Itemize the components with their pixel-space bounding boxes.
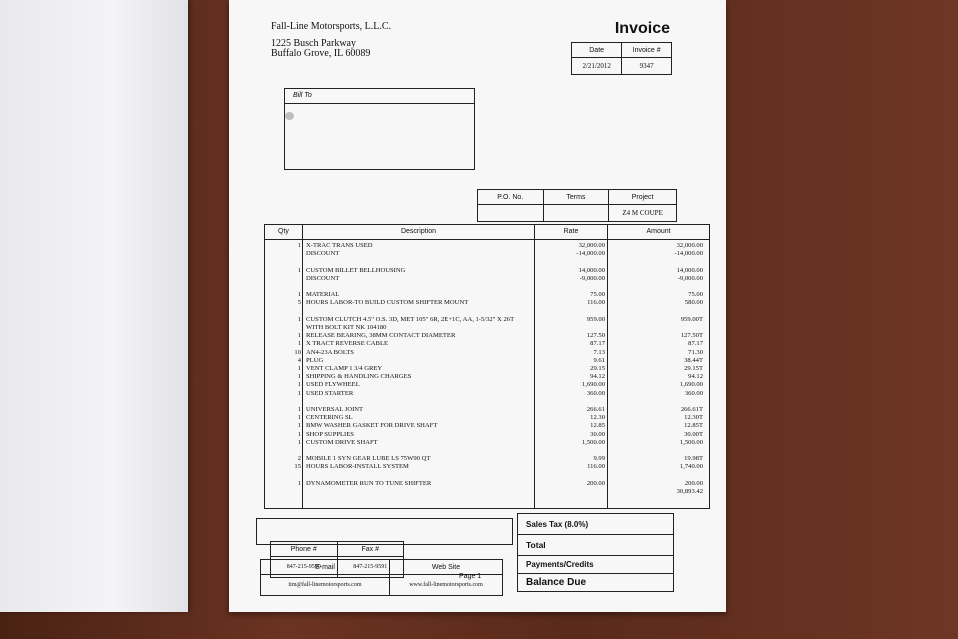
line-item-rate: 959.00	[586, 315, 605, 323]
total-label: Total	[518, 535, 674, 556]
po-label: P.O. No.	[478, 190, 544, 205]
line-item-description: WITH BOLT KIT NK 104180	[306, 324, 387, 331]
balance-due-label: Balance Due	[518, 574, 674, 592]
background-paper-left	[0, 0, 188, 612]
line-item-rate: 75.00	[590, 291, 605, 299]
line-item-amount: 12.85T	[684, 422, 703, 430]
line-item-description: RELEASE BEARING, 38MM CONTACT DIAMETER	[306, 332, 456, 340]
line-item-rate: 127.50	[586, 332, 605, 340]
line-item-description: BMW WASHER GASKET FOR DRIVE SHAFT	[306, 422, 438, 430]
line-item-description: CUSTOM BILLET BELLHOUSING	[306, 266, 406, 274]
line-item-rate: -14,000.00	[576, 250, 605, 258]
line-item-description: DISCOUNT	[306, 250, 340, 258]
line-item-qty: 1	[297, 332, 301, 340]
line-item-qty: 1	[297, 315, 301, 323]
line-item-amount: 87.17	[688, 340, 703, 348]
project-label: Project	[609, 190, 677, 205]
rate-header: Rate	[535, 225, 607, 240]
address-line-1: 1225 Busch Parkway	[271, 38, 356, 49]
line-item-qty: 1	[297, 422, 301, 430]
line-item-qty: 1	[297, 430, 301, 438]
line-item-description: USED STARTER	[306, 389, 354, 397]
line-item-qty: 1	[297, 373, 301, 381]
line-item-rate: 32,000.00	[578, 242, 605, 249]
address-line-2: Buffalo Grove, IL 60089	[271, 48, 371, 59]
line-item-description: DISCOUNT	[306, 274, 340, 282]
line-item-qty: 4	[297, 356, 301, 364]
line-item-rate: 1,690.00	[581, 381, 605, 389]
line-item-rate: 360.00	[586, 389, 605, 397]
line-item-amount: 200.00	[684, 479, 703, 487]
bill-to-label: Bill To	[285, 89, 474, 104]
line-item-description: UNIVERSAL JOINT	[306, 406, 364, 413]
line-item-amount: 75.00	[688, 291, 703, 299]
line-item-amount: 14,000.00	[676, 266, 703, 274]
email-table	[260, 559, 390, 596]
line-item-amount: 127.50T	[680, 332, 703, 340]
fax-number: 847-215-9591	[337, 557, 404, 578]
line-item-description: SHOP SUPPLIES	[306, 430, 354, 438]
line-item-qty: 1	[297, 291, 301, 299]
sales-tax-label: Sales Tax (8.0%)	[518, 514, 674, 535]
company-name: Fall-Line Motorsports, L.L.C.	[271, 21, 391, 32]
line-item-amount: 29.15T	[684, 365, 703, 372]
line-item-qty: 1	[297, 389, 301, 397]
company-address	[271, 39, 370, 59]
phone-number: 847-215-9590	[271, 557, 338, 578]
line-item-description: AN4-23A BOLTS	[306, 348, 354, 356]
line-item-rate: 1,500.00	[581, 438, 605, 446]
email-address: tim@fall-linemotorsports.com	[261, 575, 390, 596]
qty-header: Qty	[265, 225, 302, 240]
order-info-table	[477, 189, 677, 222]
line-item-amount: 32,000.00	[676, 242, 703, 249]
line-item-description: MATERIAL	[306, 291, 340, 299]
payments-credits-label: Payments/Credits	[518, 556, 674, 574]
invoice-number-label: Invoice #	[622, 43, 672, 58]
line-item-qty: 1	[297, 266, 301, 274]
line-item-rate: 94.12	[590, 373, 605, 381]
line-item-qty: 1	[297, 438, 301, 446]
line-item-rate: 14,000.00	[578, 266, 605, 274]
line-item-amount: 580.00	[684, 299, 703, 307]
line-item-qty: 1	[297, 340, 301, 348]
phone-label: Phone #	[271, 542, 338, 557]
line-item-amount: 94.12	[688, 373, 703, 381]
line-item-amount: 1,500.00	[679, 438, 703, 446]
line-item-rate: 87.17	[590, 340, 605, 348]
amount-header: Amount	[608, 225, 709, 240]
line-item-rate: 12.85	[590, 422, 605, 430]
line-item-amount: 38.44T	[684, 356, 703, 364]
line-item-amount: 360.00	[684, 389, 703, 397]
line-item-qty: 1	[297, 479, 301, 487]
line-item-qty: 1	[297, 365, 301, 372]
line-item-amount: -14,000.00	[674, 250, 703, 258]
invoice-date: 2/21/2012	[572, 58, 622, 75]
line-item-qty: 1	[297, 242, 301, 249]
line-item-qty: 1	[297, 414, 301, 422]
line-items-table	[264, 224, 710, 509]
line-item-qty: 15	[294, 463, 301, 471]
line-item-rate: 116.00	[587, 463, 605, 471]
line-item-amount: 1,690.00	[679, 381, 703, 389]
line-item-description: X-TRAC TRANS USED	[306, 242, 373, 249]
description-header: Description	[303, 225, 534, 240]
line-item-description: CUSTOM DRIVE SHAFT	[306, 438, 378, 446]
website-label: Web Site	[390, 560, 503, 575]
line-item-qty: 1	[297, 381, 301, 389]
line-item-qty: 2	[297, 455, 301, 463]
line-item-rate: 12.30	[590, 414, 605, 422]
website-url: www.fall-linemotorsports.com	[390, 575, 503, 596]
invoice-number: 9347	[622, 58, 672, 75]
page-number: Page 1	[459, 573, 482, 580]
date-invoice-table	[571, 42, 672, 75]
line-item-qty: 1	[297, 406, 301, 413]
line-item-rate: 200.00	[586, 479, 605, 487]
line-item-amount: 266.61T	[680, 406, 703, 413]
terms-value	[543, 205, 609, 222]
line-item-description: PLUG	[306, 356, 324, 364]
line-item-amount: 1,740.00	[679, 463, 703, 471]
line-item-amount: 30,893.42	[676, 488, 703, 495]
line-item-qty: 5	[297, 299, 301, 307]
project-value: Z4 M COUPE	[609, 205, 677, 222]
line-item-amount: 12.30T	[684, 414, 703, 422]
line-item-description: MOBILE 1 SYN GEAR LUBE LS 75W90 QT	[306, 455, 431, 463]
totals-table	[517, 513, 674, 592]
line-item-amount: 959.00T	[680, 315, 703, 323]
bill-to-box	[284, 88, 475, 170]
fax-label: Fax #	[337, 542, 404, 557]
line-item-description: DYNAMOMETER RUN TO TUNE SHIFTER	[306, 479, 432, 487]
column-divider	[302, 225, 303, 508]
line-item-rate: 116.00	[587, 299, 605, 307]
line-item-description: HOURS LABOR-TO BUILD CUSTOM SHIFTER MOUNT	[306, 299, 469, 307]
line-item-qty: 10	[294, 348, 301, 356]
line-item-description: SHIPPING & HANDLING CHARGES	[306, 373, 412, 381]
line-item-rate: 29.15	[590, 365, 605, 372]
line-item-description: USED FLYWHEEL	[306, 381, 360, 389]
invoice-page	[229, 0, 726, 612]
line-item-rate: 9.61	[593, 356, 605, 364]
line-item-description: X TRACT REVERSE CABLE	[306, 340, 389, 348]
line-item-rate: -9,000.00	[579, 274, 605, 282]
paper-smudge	[285, 112, 294, 120]
line-item-rate: 266.61	[586, 406, 605, 413]
line-item-amount: 19.98T	[684, 455, 703, 463]
invoice-title: Invoice	[614, 20, 670, 37]
line-item-amount: 30.00T	[684, 430, 703, 438]
email-label: E-mail	[261, 560, 390, 575]
line-item-amount: 71.30	[688, 348, 703, 356]
date-label: Date	[572, 43, 622, 58]
line-item-description: CENTERING SL	[306, 414, 353, 422]
line-item-rate: 9.99	[593, 455, 605, 463]
terms-label: Terms	[543, 190, 609, 205]
line-item-rate: 7.13	[593, 348, 605, 356]
line-item-description: HOURS LABOR-INSTALL SYSTEM	[306, 463, 409, 471]
line-item-description: CUSTOM CLUTCH 4.5" O.S. 3D, MET 105" 6R, 2E+1C, AA, 1-5/32" X 26T	[306, 315, 515, 323]
line-item-amount: -9,000.00	[677, 274, 703, 282]
line-item-description: VENT CLAMP 1 3/4 GREY	[306, 365, 383, 372]
website-table	[389, 559, 503, 596]
line-item-rate: 30.00	[590, 430, 605, 438]
po-value	[478, 205, 544, 222]
